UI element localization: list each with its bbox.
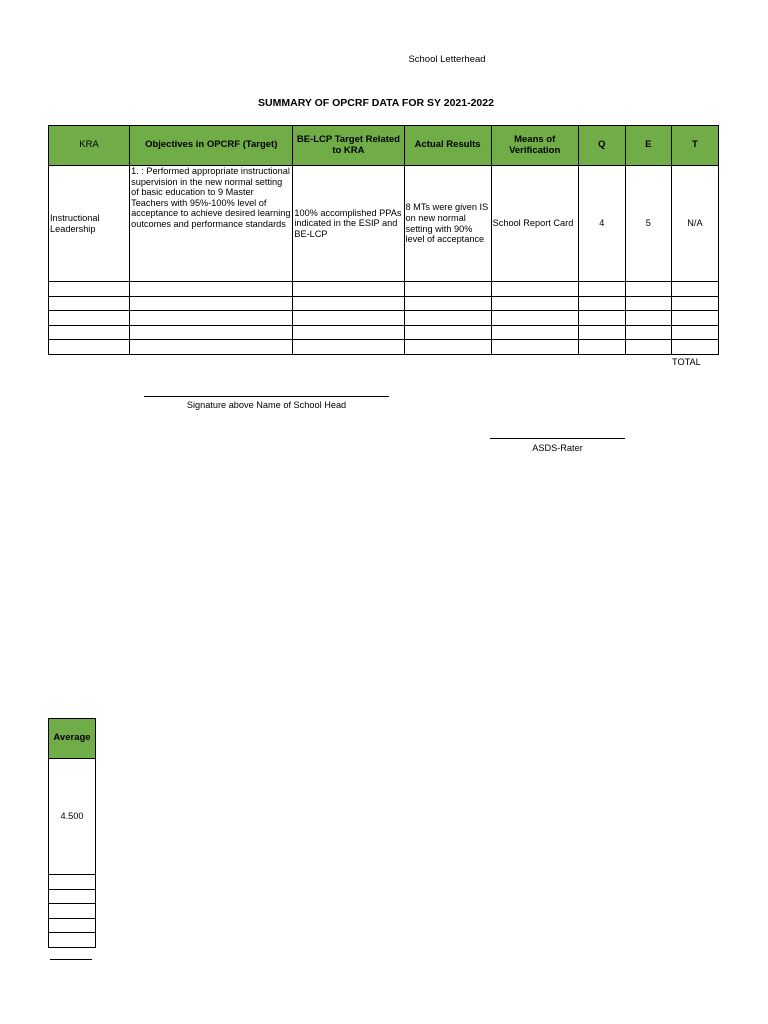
empty-cell (293, 296, 404, 311)
empty-cell (49, 340, 130, 355)
average-header-row (49, 719, 96, 759)
blank-table-row (49, 296, 719, 311)
blank-table-row (49, 311, 719, 326)
empty-cell (491, 282, 578, 297)
blank-table-row (49, 918, 96, 933)
empty-cell (625, 325, 671, 340)
empty-cell (49, 296, 130, 311)
empty-cell (491, 311, 578, 326)
empty-cell (625, 282, 671, 297)
cell-e: 5 (625, 166, 671, 282)
school-letterhead: School Letterhead (408, 54, 486, 65)
rater-signature-caption: ASDS-Rater (532, 443, 583, 453)
blank-table-row (49, 325, 719, 340)
cell-objectives: 1. : Performed appropriate instructional supervision in the new normal setting of basic education to 9 Master Teachers with 95%-100% level of acceptance to achieve desired learning outcomes and performance standards (130, 166, 293, 282)
empty-cell (130, 340, 293, 355)
empty-cell (404, 282, 491, 297)
table-row (49, 166, 719, 282)
empty-cell (625, 340, 671, 355)
empty-cell (293, 311, 404, 326)
empty-cell (293, 282, 404, 297)
empty-cell (671, 311, 718, 326)
col-header-objectives: Objectives in OPCRF (Target) (130, 126, 293, 166)
empty-cell (671, 325, 718, 340)
empty-cell (49, 282, 130, 297)
average-table (48, 718, 96, 948)
table-row (49, 759, 96, 875)
school-head-signature-line (144, 396, 389, 397)
empty-cell (49, 325, 130, 340)
empty-cell (404, 311, 491, 326)
empty-cell (130, 325, 293, 340)
empty-cell (625, 296, 671, 311)
empty-cell (671, 296, 718, 311)
col-header-q: Q (578, 126, 625, 166)
empty-cell (671, 282, 718, 297)
blank-table-row (49, 875, 96, 890)
average-value: 4.500 (49, 759, 96, 875)
opcrf-summary-table (48, 125, 719, 355)
empty-cell (404, 325, 491, 340)
total-label: TOTAL (672, 357, 701, 367)
empty-cell (625, 311, 671, 326)
empty-cell (49, 918, 96, 933)
empty-cell (130, 296, 293, 311)
empty-cell (578, 296, 625, 311)
page-title: SUMMARY OF OPCRF DATA FOR SY 2021-2022 (258, 97, 494, 109)
col-header-be-lcp: BE-LCP Target Related to KRA (293, 126, 404, 166)
col-header-means-of-verification: Means of Verification (491, 126, 578, 166)
empty-cell (491, 296, 578, 311)
table-header-row (49, 126, 719, 166)
blank-table-row (49, 889, 96, 904)
cell-actual-results: 8 MTs were given IS on new normal setting with 90% level of acceptance (404, 166, 491, 282)
empty-cell (404, 296, 491, 311)
blank-table-row (49, 282, 719, 297)
empty-cell (130, 282, 293, 297)
empty-cell (293, 340, 404, 355)
cell-be-lcp: 100% accomplished PPAs indicated in the ESIP and BE-LCP (293, 166, 404, 282)
empty-cell (49, 875, 96, 890)
empty-cell (578, 282, 625, 297)
empty-cell (404, 340, 491, 355)
empty-cell (293, 325, 404, 340)
empty-cell (578, 325, 625, 340)
empty-cell (671, 340, 718, 355)
school-head-signature-caption: Signature above Name of School Head (186, 400, 347, 410)
cell-t: N/A (671, 166, 718, 282)
col-header-actual-results: Actual Results (404, 126, 491, 166)
empty-cell (49, 933, 96, 948)
empty-cell (130, 311, 293, 326)
cell-means-of-verification: School Report Card (491, 166, 578, 282)
col-header-average: Average (49, 719, 96, 759)
blank-table-row (49, 340, 719, 355)
rater-signature-line (490, 438, 625, 439)
empty-cell (49, 311, 130, 326)
empty-cell (578, 340, 625, 355)
blank-table-row (49, 933, 96, 948)
empty-cell (491, 325, 578, 340)
col-header-e: E (625, 126, 671, 166)
cell-kra: Instructional Leadership (49, 166, 130, 282)
underline-stub (50, 959, 92, 960)
blank-table-row (49, 904, 96, 919)
empty-cell (491, 340, 578, 355)
cell-q: 4 (578, 166, 625, 282)
empty-cell (578, 311, 625, 326)
col-header-kra: KRA (49, 126, 130, 166)
col-header-t: T (671, 126, 718, 166)
empty-cell (49, 889, 96, 904)
empty-cell (49, 904, 96, 919)
